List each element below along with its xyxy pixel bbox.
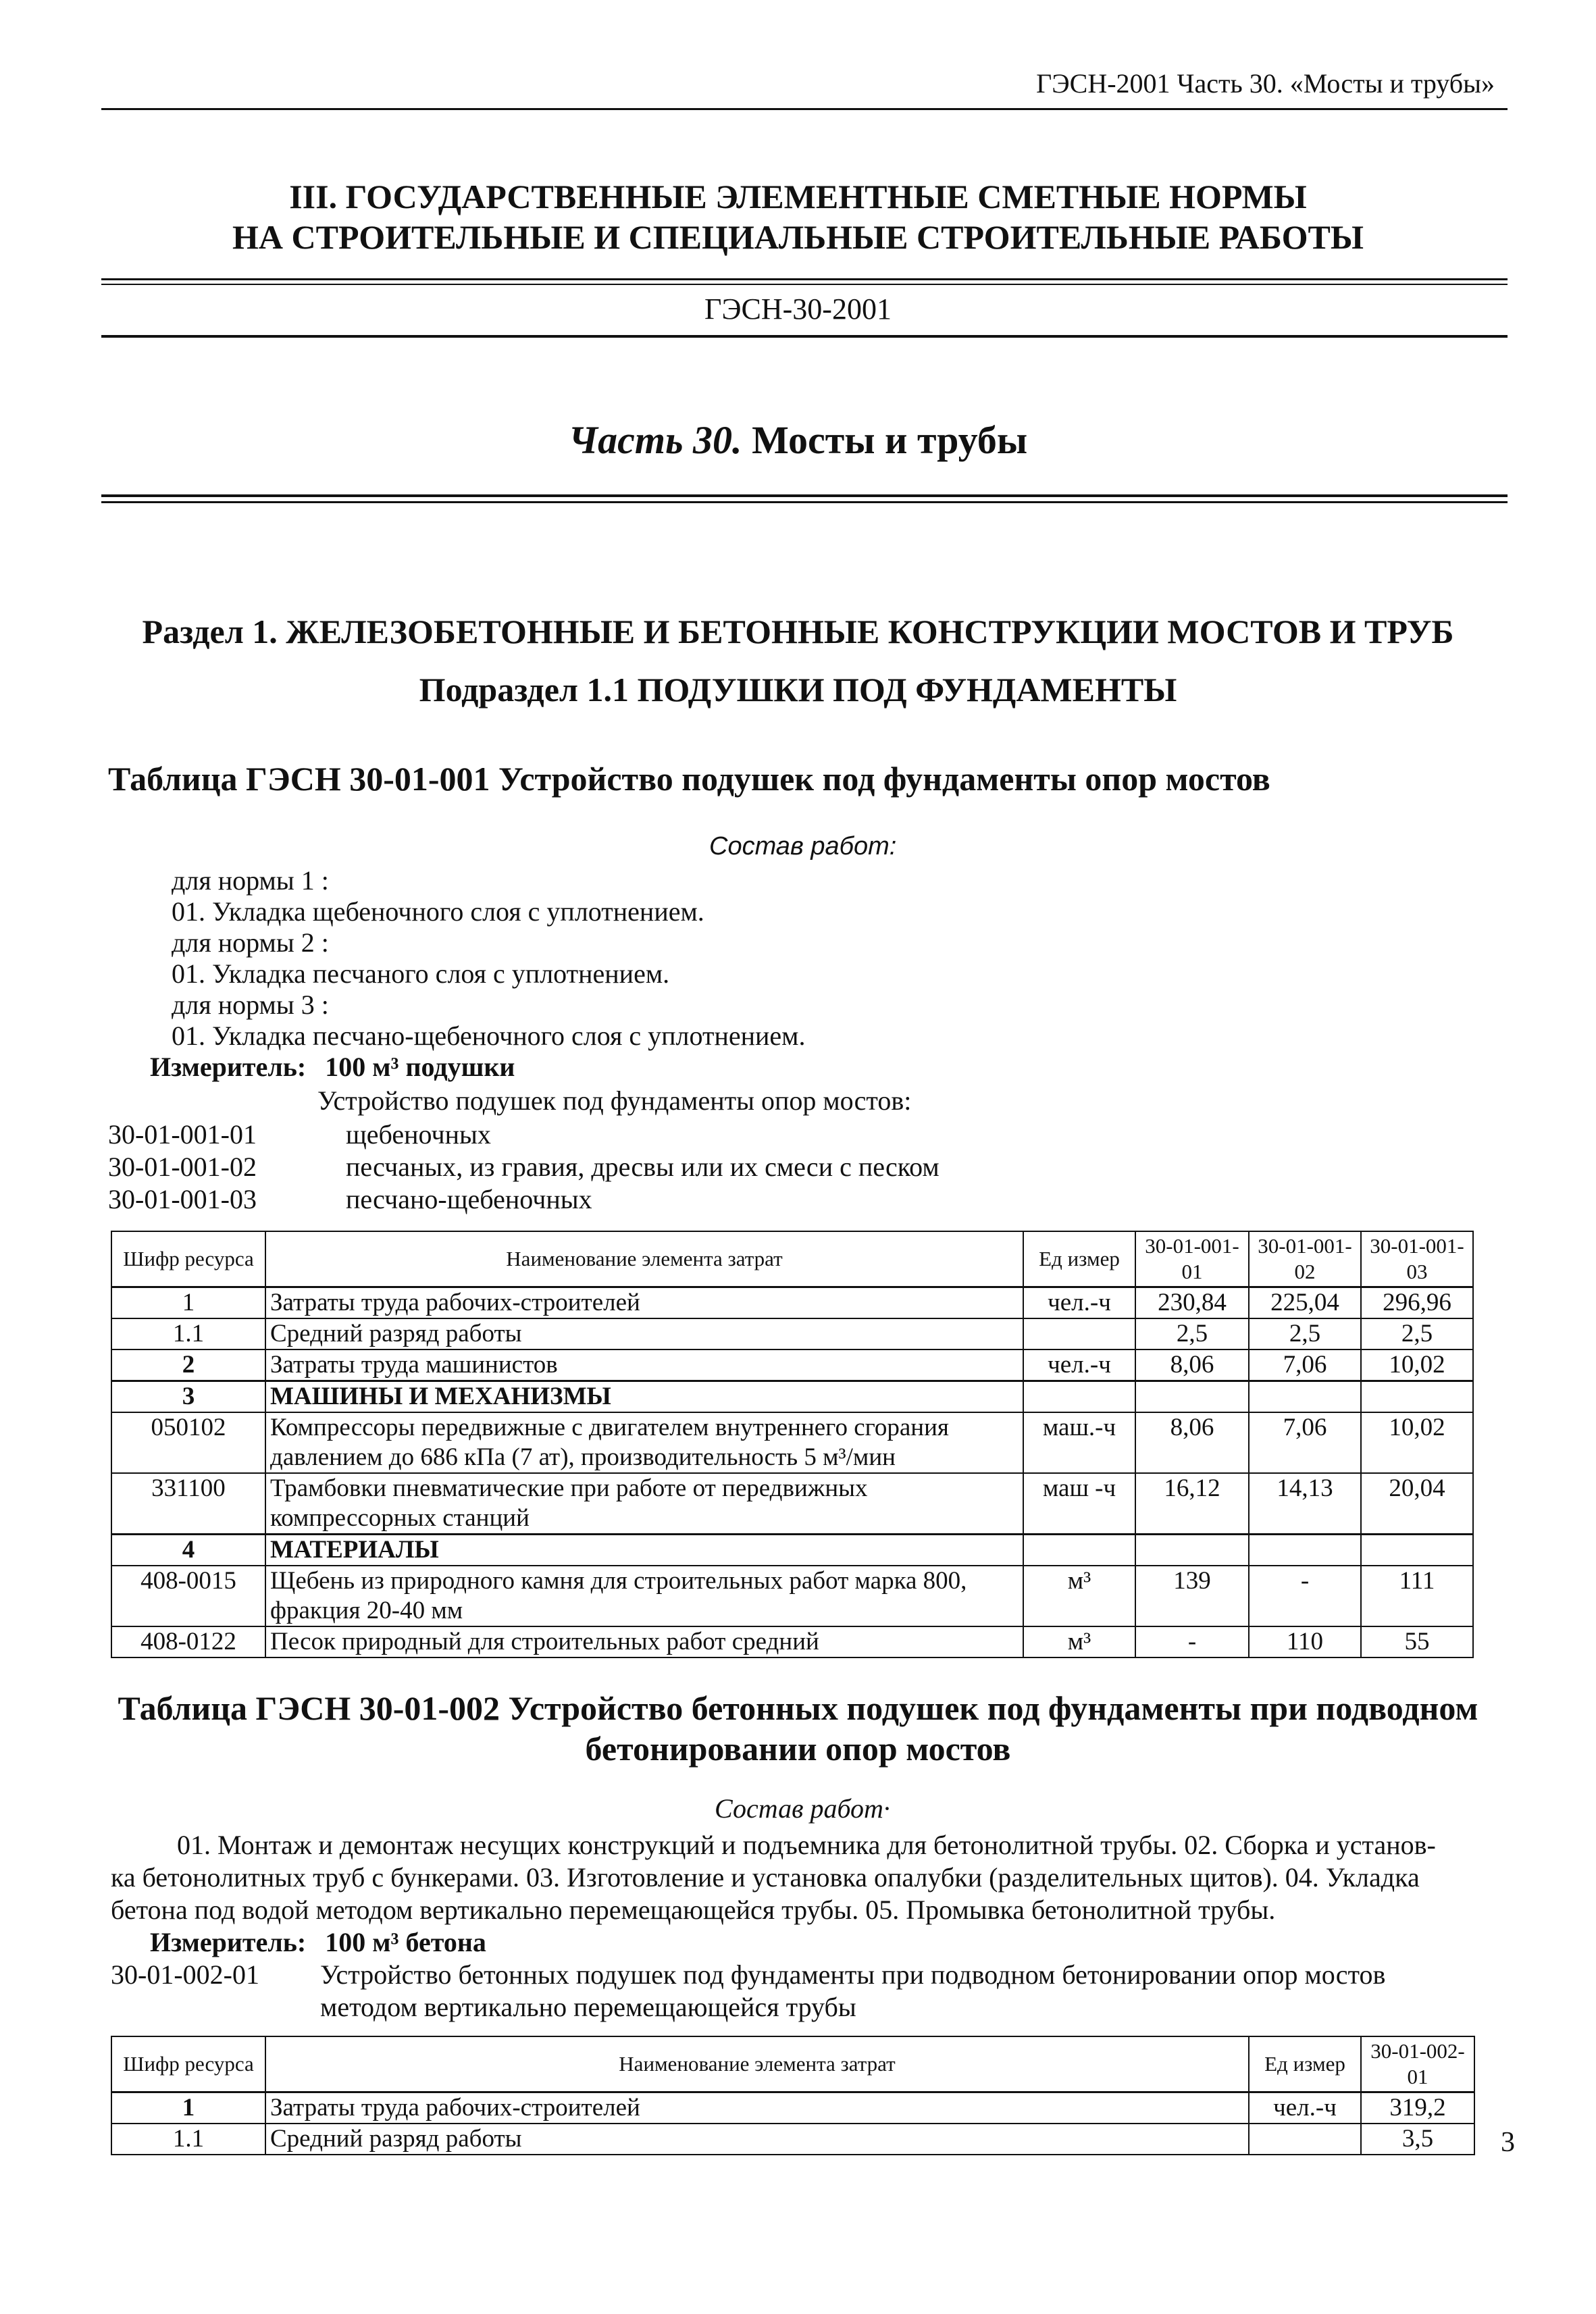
subsection-title: Подраздел 1.1 ПОДУШКИ ПОД ФУНДАМЕНТЫ	[419, 671, 1177, 709]
cell-value-2: 7,06	[1249, 1412, 1361, 1473]
cell-code: 3	[111, 1381, 265, 1412]
cell-value-3: 10,02	[1361, 1349, 1473, 1381]
table-row	[111, 1349, 1473, 1381]
table1-norm3-code: 30-01-001-03	[108, 1184, 257, 1214]
cell-value-1	[1135, 1534, 1249, 1566]
cell-unit	[1023, 1534, 1135, 1566]
section-title: Раздел 1. ЖЕЛЕЗОБЕТОННЫЕ И БЕТОННЫЕ КОНСТРУКЦИИ МОСТОВ И ТРУБ	[142, 613, 1454, 650]
cell-unit: маш.-ч	[1023, 1412, 1135, 1473]
header-col2: 30-01-001-02	[1249, 1231, 1361, 1287]
cell-name: Средний разряд работы	[265, 1318, 1023, 1349]
cell-name: Затраты труда рабочих-строителей	[265, 2092, 1249, 2124]
main-title-line-2: НА СТРОИТЕЛЬНЫЕ И СПЕЦИАЛЬНЫЕ СТРОИТЕЛЬНЫЕ РАБОТЫ	[232, 218, 1364, 256]
cell-value-3: 296,96	[1361, 1287, 1473, 1318]
header-code: Шифр ресурса	[111, 2036, 265, 2092]
table2-composition-line-1: 01. Монтаж и демонтаж несущих конструкций и подъемника для бетонолитной трубы. 02. Сборка и установ-	[177, 1830, 1436, 1860]
title-rule-top-2	[101, 284, 1508, 285]
title-rule-top	[101, 278, 1508, 280]
header-name: Наименование элемента затрат	[265, 1231, 1023, 1287]
cell-unit: м³	[1023, 1626, 1135, 1657]
cell-code: 4	[111, 1534, 265, 1566]
cell-name: Затраты труда машинистов	[265, 1349, 1023, 1381]
cell-value-1: 16,12	[1135, 1473, 1249, 1535]
header-col1: 30-01-001-01	[1135, 1231, 1249, 1287]
table2-norm-line-2: методом вертикально перемещающейся трубы	[320, 1992, 856, 2022]
cell-value-1: 3,5	[1361, 2124, 1474, 2155]
cell-value-1: 230,84	[1135, 1287, 1249, 1318]
cell-value-2: 110	[1249, 1626, 1361, 1657]
resource-table-1	[111, 1231, 1474, 1658]
header-col3: 30-01-001-03	[1361, 1231, 1473, 1287]
cell-unit	[1023, 1318, 1135, 1349]
header-unit: Ед измер	[1023, 1231, 1135, 1287]
cell-value-2: 225,04	[1249, 1287, 1361, 1318]
cell-unit: м³	[1023, 1566, 1135, 1626]
cell-value-2: -	[1249, 1566, 1361, 1626]
header-rule	[101, 108, 1508, 110]
table-row	[111, 1287, 1473, 1318]
cell-value-1: 139	[1135, 1566, 1249, 1626]
page-number: 3	[1501, 2127, 1515, 2158]
table2-norm-line-1: Устройство бетонных подушек под фундаменты при подводном бетонировании опор мостов	[320, 1959, 1386, 1990]
cell-value-2: 14,13	[1249, 1473, 1361, 1535]
table1-title: Таблица ГЭСН 30-01-001 Устройство подушек под фундаменты опор мостов	[108, 760, 1270, 798]
table1-meter-value: 100 м³ подушки	[325, 1052, 515, 1082]
header-code: Шифр ресурса	[111, 1231, 265, 1287]
table1-norm2-code: 30-01-001-02	[108, 1152, 257, 1182]
header-name: Наименование элемента затрат	[265, 2036, 1249, 2092]
table1-norm1-label: для нормы 1 :	[172, 865, 329, 896]
cell-value-3: 20,04	[1361, 1473, 1473, 1535]
table2-meter-label: Измеритель:	[150, 1927, 307, 1957]
cell-name: МАШИНЫ И МЕХАНИЗМЫ	[265, 1381, 1023, 1412]
main-title-line-1: III. ГОСУДАРСТВЕННЫЕ ЭЛЕМЕНТНЫЕ СМЕТНЫЕ НОРМЫ	[289, 178, 1307, 215]
cell-value-3: 2,5	[1361, 1318, 1473, 1349]
header-col1: 30-01-002-01	[1361, 2036, 1474, 2092]
part-rule-2	[101, 501, 1508, 503]
table2-composition-line-3: бетона под водой методом вертикально перемещающейся трубы. 05. Промывка бетонолитной трубы.	[111, 1895, 1276, 1925]
cell-value-2	[1249, 1381, 1361, 1412]
cell-value-1: 319,2	[1361, 2092, 1474, 2124]
table1-norm3-item: 01. Укладка песчано-щебеночного слоя с уплотнением.	[172, 1021, 806, 1051]
cell-value-1: -	[1135, 1626, 1249, 1657]
cell-code: 408-0122	[111, 1626, 265, 1657]
table-row	[111, 1534, 1473, 1566]
table2-composition-line-2: ка бетонолитных труб с бункерами. 03. Изготовление и установка опалубки (разделительных щитов). 04. Укладка	[111, 1862, 1420, 1893]
cell-unit: маш -ч	[1023, 1473, 1135, 1535]
cell-value-3: 55	[1361, 1626, 1473, 1657]
cell-value-1: 8,06	[1135, 1349, 1249, 1381]
part-title-text: Мосты и трубы	[752, 418, 1028, 462]
table1-norm1-text: щебеночных	[346, 1119, 491, 1150]
table1-meter-label: Измеритель:	[150, 1052, 307, 1082]
table2-title-line-1: Таблица ГЭСН 30-01-002 Устройство бетонных подушек под фундаменты при подводном	[118, 1689, 1478, 1727]
part-title	[0, 417, 1596, 463]
cell-value-3	[1361, 1534, 1473, 1566]
table-row	[111, 1473, 1473, 1535]
cell-code: 050102	[111, 1412, 265, 1473]
table-row	[111, 2124, 1474, 2155]
cell-name: Средний разряд работы	[265, 2124, 1249, 2155]
cell-code: 2	[111, 1349, 265, 1381]
table1-meter	[150, 1051, 515, 1083]
cell-name: Компрессоры передвижные с двигателем внутреннего сгорания давлением до 686 кПа (7 ат), производительность 5 м³/мин	[265, 1412, 1023, 1473]
cell-value-3: 10,02	[1361, 1412, 1473, 1473]
table2-norm-code: 30-01-002-01	[111, 1959, 259, 1990]
table1-norm1-code: 30-01-001-01	[108, 1119, 257, 1150]
cell-value-3: 111	[1361, 1566, 1473, 1626]
table1-norm3-text: песчано-щебеночных	[346, 1184, 592, 1214]
cell-name: Песок природный для строительных работ средний	[265, 1626, 1023, 1657]
cell-value-2	[1249, 1534, 1361, 1566]
cell-name: Щебень из природного камня для строительных работ марка 800, фракция 20-40 мм	[265, 1566, 1023, 1626]
table1-norm2-item: 01. Укладка песчаного слоя с уплотнением.	[172, 958, 670, 989]
table-header-row	[111, 2036, 1474, 2092]
table-row	[111, 1566, 1473, 1626]
table1-norm-group: Устройство подушек под фундаменты опор мостов:	[317, 1085, 912, 1116]
part-rule-1	[101, 494, 1508, 497]
resource-table-2	[111, 2036, 1475, 2155]
table1-norm2-text: песчаных, из гравия, дресвы или их смеси с песком	[346, 1152, 939, 1182]
cell-unit: чел.-ч	[1023, 1349, 1135, 1381]
cell-name: МАТЕРИАЛЫ	[265, 1534, 1023, 1566]
cell-code: 1	[111, 1287, 265, 1318]
table-row	[111, 1412, 1473, 1473]
running-head: ГЭСН-2001 Часть 30. «Мосты и трубы»	[1036, 68, 1495, 99]
table2-title-line-2: бетонировании опор мостов	[585, 1730, 1011, 1768]
document-code: ГЭСН-30-2001	[704, 292, 892, 326]
table2-composition-label: Состав работ·	[715, 1793, 890, 1824]
cell-unit	[1249, 2124, 1361, 2155]
part-title-number: Часть 30.	[568, 418, 742, 462]
table1-norm3-label: для нормы 3 :	[172, 989, 329, 1020]
cell-value-1: 8,06	[1135, 1412, 1249, 1473]
code-rule	[101, 335, 1508, 338]
cell-value-2: 7,06	[1249, 1349, 1361, 1381]
cell-value-3	[1361, 1381, 1473, 1412]
cell-code: 408-0015	[111, 1566, 265, 1626]
cell-value-2: 2,5	[1249, 1318, 1361, 1349]
table2-meter	[150, 1926, 486, 1958]
cell-unit: чел.-ч	[1249, 2092, 1361, 2124]
table1-composition-label: Состав работ:	[709, 832, 897, 860]
table1-norm2-label: для нормы 2 :	[172, 927, 329, 958]
cell-name: Затраты труда рабочих-строителей	[265, 1287, 1023, 1318]
cell-value-1	[1135, 1381, 1249, 1412]
cell-code: 331100	[111, 1473, 265, 1535]
table2-meter-value: 100 м³ бетона	[325, 1927, 486, 1957]
table-row	[111, 2092, 1474, 2124]
cell-value-1: 2,5	[1135, 1318, 1249, 1349]
cell-unit	[1023, 1381, 1135, 1412]
table-header-row	[111, 1231, 1473, 1287]
cell-unit: чел.-ч	[1023, 1287, 1135, 1318]
cell-code: 1	[111, 2092, 265, 2124]
table-row	[111, 1381, 1473, 1412]
cell-code: 1.1	[111, 1318, 265, 1349]
cell-code: 1.1	[111, 2124, 265, 2155]
header-unit: Ед измер	[1249, 2036, 1361, 2092]
table-row	[111, 1626, 1473, 1657]
table-row	[111, 1318, 1473, 1349]
table1-norm1-item: 01. Укладка щебеночного слоя с уплотнением.	[172, 896, 704, 927]
cell-name: Трамбовки пневматические при работе от передвижных компрессорных станций	[265, 1473, 1023, 1535]
